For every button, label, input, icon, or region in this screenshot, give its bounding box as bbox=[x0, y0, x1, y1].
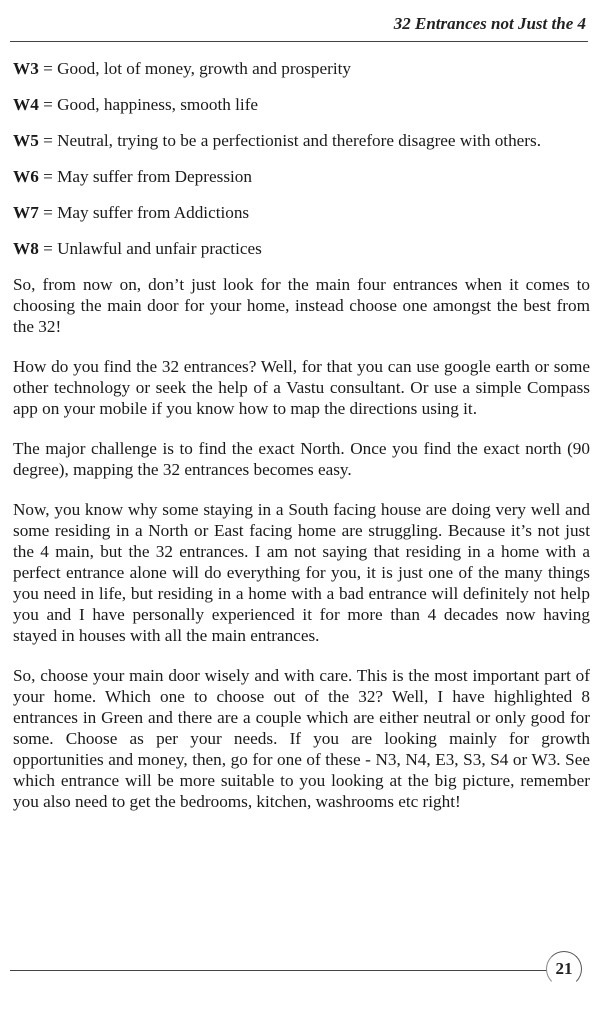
paragraph-choose-from-32: So, from now on, don’t just look for the main four entrances when it comes to choosing the main door for your home, instead choose one amongst the best from the 32! bbox=[13, 275, 590, 336]
page-number: 21 bbox=[546, 951, 582, 987]
paragraph-find-north: The major challenge is to find the exact North. Once you find the exact north (90 degree), mapping the 32 entrances becomes easy. bbox=[13, 439, 590, 479]
definition-key: W6 bbox=[13, 167, 39, 186]
definition-text: = May suffer from Addictions bbox=[38, 203, 250, 222]
definition-key: W4 bbox=[13, 95, 39, 114]
running-header: 32 Entrances not Just the 4 bbox=[393, 14, 586, 33]
paragraph-find-entrances: How do you find the 32 entrances? Well, for that you can use google earth or some other technology or seek the help of a Vastu consultant. Or use a simple Compass app on your mobile if you know how to map the directions using it. bbox=[13, 357, 590, 418]
definition-key: W8 bbox=[13, 239, 39, 258]
footer-rule bbox=[10, 970, 550, 971]
definition-text: = Good, happiness, smooth life bbox=[38, 95, 259, 114]
definition-text: = Unlawful and unfair practices bbox=[38, 239, 262, 258]
definition-key: W7 bbox=[13, 203, 39, 222]
definition-w4 bbox=[13, 94, 590, 115]
definition-w6 bbox=[13, 166, 590, 187]
definition-text: = May suffer from Depression bbox=[38, 167, 252, 186]
definition-w7 bbox=[13, 202, 590, 223]
paragraph-why-it-matters: Now, you know why some staying in a South facing house are doing very well and some residing in a North or East facing home are struggling. Because it’s not just the 4 main, but the 32 entrances. I am not saying that residing in a home with a perfect entrance alone will do everything for you, it is just one of the many things you need in life, but residing in a home with a bad entrance will definitely not help you and I have personally experienced it for more than 4 decades now having stayed in houses with all the main entrances. bbox=[13, 500, 590, 645]
paragraph-choose-wisely: So, choose your main door wisely and with care. This is the most important part of your home. Which one to choose out of the 32? Well, I have highlighted 8 entrances in Green and there are a couple which are either neutral or only good for some. Choose as per your needs. If you are looking mainly for growth opportunities and money, then, go for one of these - N3, N4, E3, S3, S4 or W3. See which entrance will be more suitable to you looking at the big picture, remember you also need to get the bedrooms, kitchen, washrooms etc right! bbox=[13, 666, 590, 811]
definition-w3 bbox=[13, 58, 590, 79]
definition-text: = Good, lot of money, growth and prosperity bbox=[38, 59, 351, 78]
header-rule bbox=[10, 41, 588, 42]
definition-w5 bbox=[13, 130, 590, 151]
definition-key: W3 bbox=[13, 59, 39, 78]
definition-w8 bbox=[13, 238, 590, 259]
definition-text: = Neutral, trying to be a perfectionist and therefore disagree with others. bbox=[38, 131, 542, 150]
page-body bbox=[13, 58, 590, 831]
definition-key: W5 bbox=[13, 131, 39, 150]
